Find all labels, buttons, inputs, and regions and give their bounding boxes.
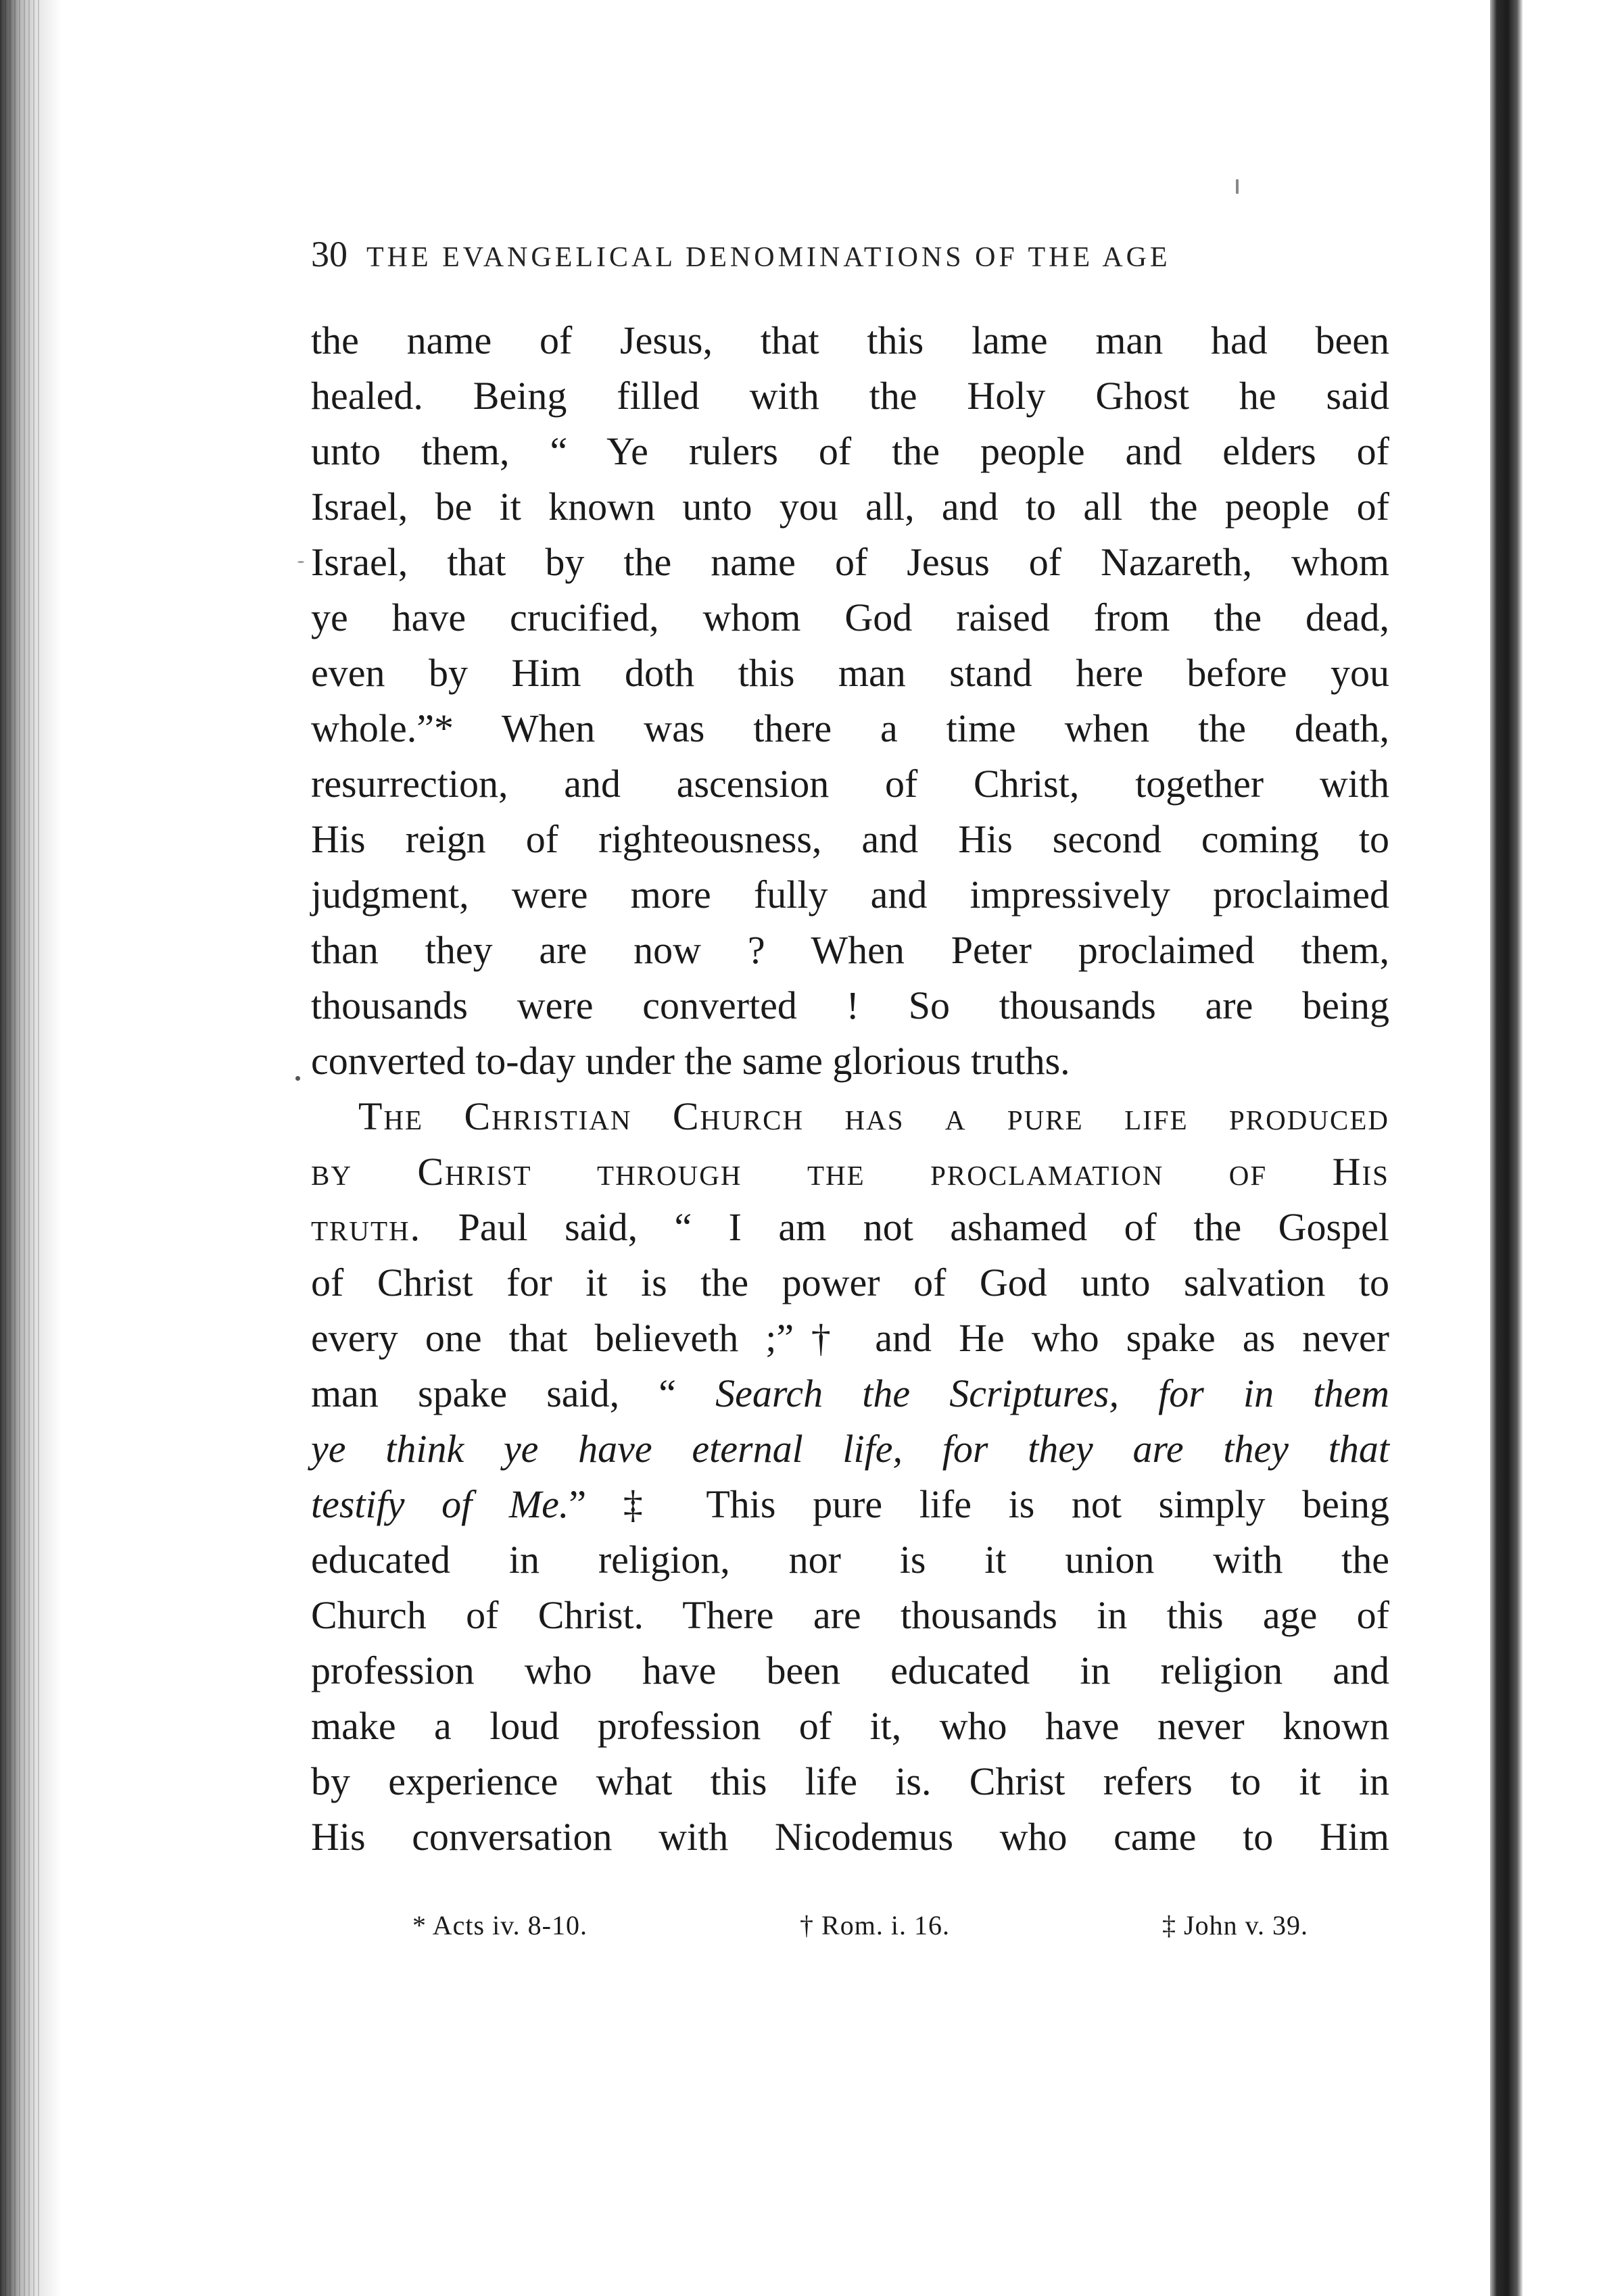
text-line xyxy=(311,1366,1389,1421)
text-line: resurrection, and ascension of Christ, together with xyxy=(311,762,1389,806)
body-text xyxy=(311,313,1389,1865)
section-heading-line: The Christian Church has a pure life produced xyxy=(358,1094,1389,1138)
footnote: * Acts iv. 8-10. xyxy=(412,1910,588,1940)
text-line: even by Him doth this man stand here before you xyxy=(311,651,1389,695)
text-line: profession who have been educated in religion and xyxy=(311,1648,1389,1692)
text-line: of Christ for it is the power of God unto salvation to xyxy=(311,1261,1389,1304)
text-line: healed. Being filled with the Holy Ghost he said xyxy=(311,374,1389,418)
text-line: by experience what this life is. Christ refers to it in xyxy=(311,1759,1389,1803)
text-span: Paul said, “ I am not ashamed of the Gospel xyxy=(421,1205,1389,1249)
text-line: His reign of righteousness, and His second coming to xyxy=(311,817,1389,861)
text-line: make a loud profession of it, who have never known xyxy=(311,1704,1389,1748)
scripture-quote: Search the Scriptures, for in them xyxy=(715,1371,1389,1415)
text-line: thousands were converted ! So thousands are being xyxy=(311,983,1389,1027)
text-line: the name of Jesus, that this lame man had been xyxy=(311,318,1389,362)
scan-speck xyxy=(297,561,304,563)
text-line: judgment, were more fully and impressively proclaimed xyxy=(311,873,1389,917)
page-edge-stripes xyxy=(0,0,41,2296)
text-line: ye have crucified, whom God raised from the dead, xyxy=(311,595,1389,639)
footnote: † Rom. i. 16. xyxy=(800,1910,950,1940)
right-edge-bar xyxy=(1490,0,1523,2296)
text-line: unto them, “ Ye rulers of the people and elders of xyxy=(311,429,1389,473)
section-heading-end: truth. xyxy=(311,1205,422,1249)
footnotes xyxy=(311,1909,1389,1941)
running-head xyxy=(311,233,1389,287)
section-heading-line: by Christ through the proclamation of His xyxy=(311,1150,1389,1194)
text-line: Israel, be it known unto you all, and to all the people of xyxy=(311,485,1389,529)
text-line xyxy=(311,1477,1389,1532)
page-number: 30 xyxy=(311,234,348,274)
right-page-edge xyxy=(1490,0,1605,2296)
scripture-quote-line: ye think ye have eternal life, for they are they that xyxy=(311,1427,1389,1471)
scripture-quote: testify of Me. xyxy=(311,1482,569,1526)
text-span: man spake said, “ xyxy=(311,1371,716,1415)
text-line: every one that believeth ;”† and He who spake as never xyxy=(311,1316,1389,1360)
text-line: Israel, that by the name of Jesus of Nazareth, whom xyxy=(311,540,1389,584)
text-line: His conversation with Nicodemus who came to Him xyxy=(311,1815,1389,1859)
text-line: converted to-day under the same glorious truths. xyxy=(311,1039,1070,1083)
text-line: than they are now ? When Peter proclaimed them, xyxy=(311,928,1389,972)
text-line: educated in religion, nor is it union with the xyxy=(311,1538,1389,1582)
text-span: ” ‡ This pure life is not simply being xyxy=(569,1482,1389,1526)
scan-speck xyxy=(1236,179,1239,194)
footnote: ‡ John v. 39. xyxy=(1162,1910,1308,1940)
running-title: THE EVANGELICAL DENOMINATIONS OF THE AGE xyxy=(366,242,1171,273)
scan-speck xyxy=(295,1076,300,1081)
text-line: whole.”* When was there a time when the death, xyxy=(311,706,1389,750)
book-page xyxy=(311,233,1389,1941)
text-line: Church of Christ. There are thousands in this age of xyxy=(311,1593,1389,1637)
text-line xyxy=(311,1200,1389,1255)
